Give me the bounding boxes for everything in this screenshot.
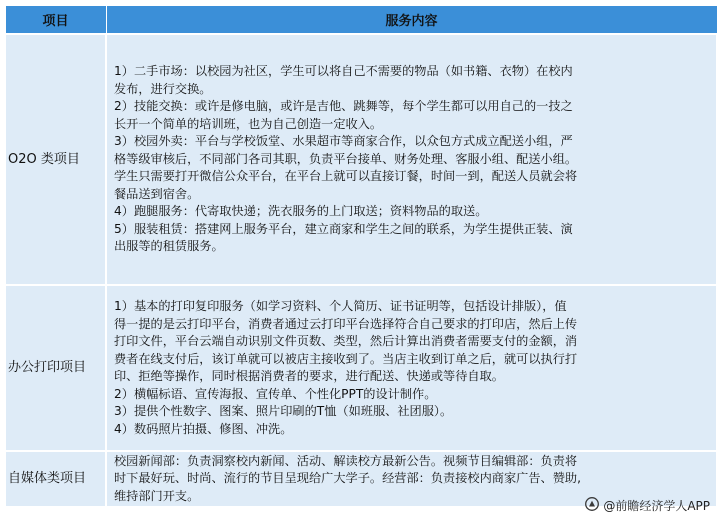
content-line: 长开一个简单的培训班，也为自己创造一定收入。	[114, 116, 383, 131]
content-line: 出服等的租赁服务。	[114, 239, 224, 254]
content-line: 2）横幅标语、宣传海报、宣传单、个性化PPT的设计制作。	[114, 386, 437, 401]
row-category: O2O 类项目	[5, 34, 106, 285]
content-line: 格等级审核后，不同部门各司其职，负责平台接单、财务处理、客服小组、配送小组。	[114, 151, 578, 166]
content-line: 1）二手市场：以校园为社区，学生可以将自己不需要的物品（如书籍、衣物）在校内	[114, 64, 573, 79]
content-line: 学生只需要打开微信公众平台，在平台上就可以直接订餐，时间一到，配送人员就会将	[114, 169, 578, 184]
header-service-content: 服务内容	[106, 6, 717, 35]
content-line: 餐品送到宿舍。	[114, 186, 200, 201]
content-line: 维持部门开支。	[114, 488, 200, 503]
row-category: 自媒体类项目	[5, 451, 106, 507]
content-line: 时下最好玩、时尚、流行的节目呈现给广大学子。经营部：负责接校内商家广告、赞助,	[114, 471, 581, 486]
row-content	[106, 285, 717, 451]
content-line: 4）数码照片拍摄、修图、冲洗。	[114, 421, 293, 436]
service-table	[4, 5, 718, 508]
content-line: 发布，进行交换。	[114, 81, 212, 96]
header-row	[5, 6, 717, 35]
row-category: 办公打印项目	[5, 285, 106, 451]
table-row	[5, 285, 717, 451]
content-line: 印、拒绝等操作，同时根据消费者的要求，进行配送、快递或等待自取。	[114, 369, 504, 383]
table-row	[5, 34, 717, 285]
content-line: 校园新闻部：负责洞察校内新闻、活动、解读校方最新公告。视频节目编辑部：负责将	[114, 453, 578, 468]
content-line: 1）基本的打印复印服务（如学习资料、个人简历、证书证明等，包括设计排版），值	[114, 299, 567, 313]
content-line: 3）提供个性数字、图案、照片印刷的T恤（如班服、社团服）。	[114, 404, 453, 418]
header-project: 项目	[5, 6, 106, 35]
content-line: 5）服装租赁：搭建网上服务平台，建立商家和学生之间的联系，为学生提供正装、演	[114, 221, 573, 236]
content-line: 得一提的是云打印平台，消费者通过云打印平台选择符合自己要求的打印店，然后上传	[114, 316, 578, 331]
content-line: 2）技能交换：或许是修电脑，或许是吉他、跳舞等，每个学生都可以用自己的一技之	[114, 99, 573, 114]
content-line: 4）跑腿服务：代寄取快递；洗衣服务的上门取送；资料物品的取送。	[114, 204, 488, 219]
content-line: 费者在线支付后，该订单就可以被店主接收到了。当店主收到订单之后，就可以执行打	[114, 351, 578, 366]
qianzhan-logo-icon	[585, 497, 599, 514]
row-content	[106, 34, 717, 285]
content-line: 打印文件，平台云端自动识别文件页数、类型，然后计算出消费者需要支付的金额，消	[114, 334, 578, 348]
source-footer	[585, 497, 710, 514]
content-line: 3）校园外卖：平台与学校饭堂、水果超市等商家合作，以众包方式成立配送小组，严	[114, 134, 573, 149]
footer-text: @前瞻经济学人APP	[603, 499, 710, 513]
